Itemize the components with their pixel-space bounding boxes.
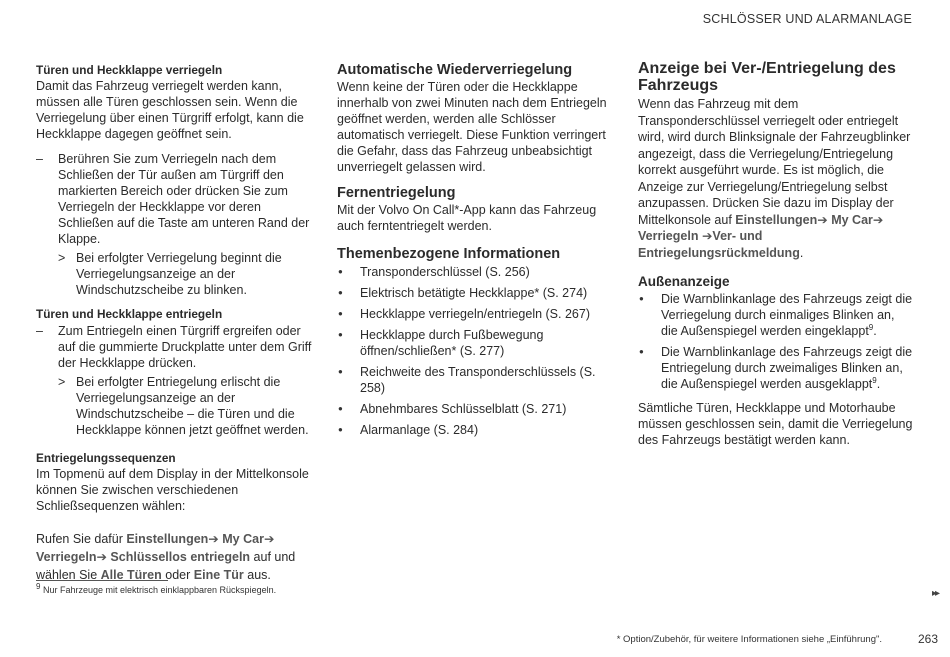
lock-result: [36, 250, 312, 298]
arrow-right-icon: ➔: [263, 532, 275, 546]
punctuation: .: [876, 377, 881, 391]
unlock-step: [36, 323, 312, 371]
result-marker: >: [58, 375, 66, 389]
footnote-ref: 9: [868, 322, 874, 332]
list-item: [638, 291, 914, 339]
bullet-text: Die Warnblinkanlage des Fahrzeugs zeigt die Verriegelung durch einmaliges Blinken an, die Außenspiegel werden eingeklappt: [661, 292, 913, 338]
related-link[interactable]: ● Transponderschlüssel (S. 256): [337, 264, 613, 280]
menu-lock-feedback: Ver- und Entriegelungsrückmeldung: [638, 229, 800, 260]
unlock-result: [36, 374, 312, 438]
section-title: SCHLÖSSER UND ALARMANLAGE: [702, 12, 912, 26]
menu-settings: Einstellungen: [126, 532, 209, 546]
lock-indication-heading: Anzeige bei Ver-/Entriegelung des Fahrzeugs: [638, 60, 896, 94]
bullet-text: Die Warnblinkanlage des Fahrzeugs zeigt die Entriegelung durch zweimaliges Blinken an, die Außenspiegel werden ausgeklappt: [661, 345, 913, 391]
unlock-step-text: Zum Entriegeln einen Türgriff ergreifen oder auf die gummierte Druckplatte unter dem Griff der Heckklappe drücken.: [58, 324, 312, 370]
instruction-text: auf und wählen Sie: [36, 550, 296, 582]
menu-settings: Einstellungen: [735, 212, 818, 227]
arrow-right-icon: ➔: [701, 229, 713, 243]
related-link[interactable]: ● Elektrisch betätigte Heckklappe* (S. 274): [337, 285, 613, 301]
instruction-text: Rufen Sie dafür: [36, 532, 123, 546]
related-link[interactable]: ● Reichweite des Transponderschlüssels (S. 258): [337, 364, 613, 396]
arrow-right-icon: ➔: [872, 212, 884, 227]
lock-step-text: Berühren Sie zum Verriegeln nach dem Schließen der Tür außen am Türgriff den markierten Bereich oder drücken Sie zum Verriegeln der Heckklappe vor deren Schließen auf die Taste am unteren Rand der Klappe.: [58, 152, 310, 246]
auto-relock-heading: Automatische Wiederverriegelung: [337, 62, 573, 78]
closing-text: Sämtliche Türen, Heckklappe und Motorhaube müssen geschlossen sein, damit die Verriegelung des Fahrzeugs bestätigt werden kann.: [638, 401, 913, 447]
sequence-heading: Entriegelungssequenzen: [36, 451, 176, 465]
lock-intro: Damit das Fahrzeug verriegelt werden kann, müssen alle Türen geschlossen sein. Wenn die Verriegelung über einen Türgriff erfolgt, kann die Heckklappe dagegen geöffnet sein.: [36, 79, 304, 141]
option-all-doors: Alle Türen: [100, 568, 162, 582]
lock-step: [36, 151, 312, 247]
related-link[interactable]: ● Heckklappe durch Fußbewegung öffnen/schließen* (S. 277): [337, 327, 613, 359]
lock-result-text: Bei erfolgter Verriegelung beginnt die Verriegelungsanzeige an der Windschutzscheibe zu blinken.: [76, 251, 282, 297]
sequence-text: Im Topmenü auf dem Display in der Mittelkonsole können Sie zwischen verschiedenen Schließsequenzen wählen:: [36, 467, 309, 513]
footnote-divider: [36, 580, 168, 581]
footnote-ref: 9: [872, 375, 877, 385]
unlock-result-text: Bei erfolgter Entriegelung erlischt die Verriegelungsanzeige an der Windschutzscheibe – die Türen und die Heckklappe können jetzt geöffnet werden.: [76, 375, 309, 437]
related-link[interactable]: ● Heckklappe verriegeln/entriegeln (S. 267): [337, 306, 613, 322]
auto-relock-text: Wenn keine der Türen oder die Heckklappe innerhalb von zwei Minuten nach dem Entriegeln geöffnet werden, werden alle Schlösser automatisch verriegelt. Diese Funktion verringert die Gefahr, dass das Fahrzeug unbeabsichtigt unverriegelt gelassen wird.: [337, 80, 607, 174]
remote-unlock-heading: Fernentriegelung: [337, 185, 456, 201]
continued-icon: ▸▸: [931, 588, 938, 599]
step-dash: –: [36, 324, 43, 338]
column-right: [638, 60, 914, 448]
punctuation: .: [873, 324, 877, 338]
list-item: [638, 344, 914, 392]
related-link[interactable]: ● Abnehmbares Schlüsselblatt (S. 271): [337, 401, 613, 417]
outside-indication-list: [638, 291, 914, 392]
punctuation: .: [799, 245, 804, 260]
menu-my-car: My Car: [222, 532, 264, 546]
footnote-number: 9: [36, 582, 41, 591]
arrow-right-icon: ➔: [817, 212, 828, 227]
intro-text: Wenn das Fahrzeug mit dem Transponderschlüssel verriegelt oder entriegelt wird, wird durch Blinksignale der Fahrzeugblinker angezeigt, dass die Verriegelung/Entriegelung korrekt ausgeführt wurde. Es ist möglich, die Anzeige zur Verriegelung/Entriegelung selbst anzupassen. Drücken Sie dazu im Display der Mittelkonsole auf: [638, 97, 911, 227]
outside-indication-heading: Außenanzeige: [638, 274, 730, 289]
arrow-right-icon: ➔: [208, 532, 219, 546]
menu-my-car: My Car: [831, 212, 873, 227]
arrow-right-icon: ➔: [96, 550, 107, 564]
footnote: [36, 582, 277, 595]
menu-lock: Verriegeln: [36, 550, 97, 564]
option-note: * Option/Zubehör, für weitere Informationen siehe „Einführung".: [616, 634, 882, 645]
option-one-door: Eine Tür: [193, 568, 244, 582]
menu-keyless-unlock: Schlüssellos entriegeln: [110, 550, 251, 564]
column-middle: [337, 62, 613, 443]
menu-path-instruction: [36, 530, 312, 584]
related-link[interactable]: ● Alarmanlage (S. 284): [337, 422, 613, 438]
step-dash: –: [36, 152, 43, 166]
menu-lock: Verriegeln: [638, 229, 699, 243]
result-marker: >: [58, 251, 66, 265]
instruction-text: oder: [165, 568, 191, 582]
unlock-heading: Türen und Heckklappe entriegeln: [36, 307, 223, 321]
lock-indication-intro: [638, 96, 914, 261]
remote-unlock-text: Mit der Volvo On Call*-App kann das Fahrzeug auch ferntentriegelt werden.: [337, 203, 597, 233]
column-left: [36, 62, 312, 584]
page-number: 263: [917, 632, 938, 646]
footnote-text: Nur Fahrzeuge mit elektrisch einklappbaren Rückspiegeln.: [42, 585, 277, 595]
instruction-text: aus.: [247, 568, 271, 582]
related-info-heading: Themenbezogene Informationen: [337, 246, 561, 262]
related-info-list: [337, 264, 613, 438]
lock-heading: Türen und Heckklappe verriegeln: [36, 63, 223, 77]
